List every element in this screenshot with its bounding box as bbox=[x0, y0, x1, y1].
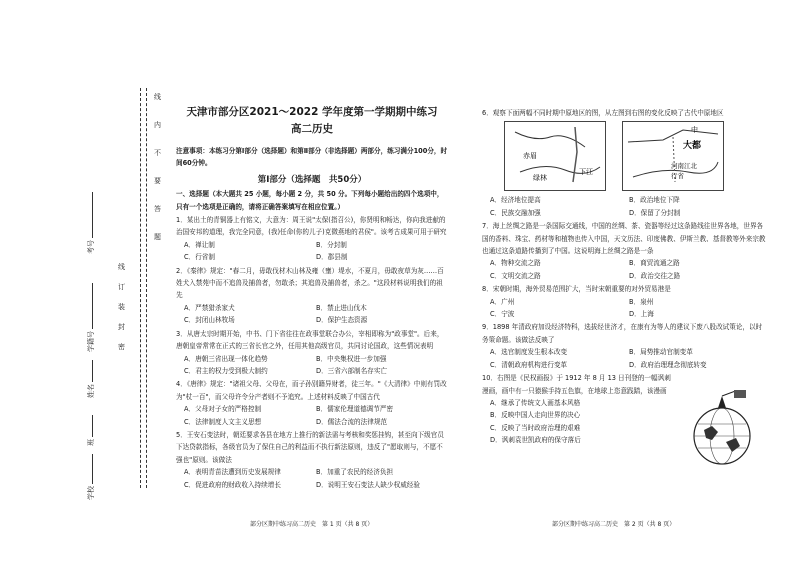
option-c[interactable]: C．清朝政府机构进行变革 bbox=[490, 360, 568, 369]
question-stem: 3．从唐太宗时期开始，中书、门下省往往在政事堂联合办公，宰相即称为"政事堂"。后来，唐朝皇帝常常在正式的三省长官之外，任用其他高级官员，共同讨论国政，这些情况表明 bbox=[176, 329, 444, 351]
question-stem: 2．《秦律》规定："春二月，毋敢伐材木山林及雍（壅）堤水，不夏月，毋敢夜草为灰……百姓犬入禁苑中而不追兽及捕兽者，勿敢杀；其追兽及捕兽者，杀之。"这段材料说明我们的祖先 bbox=[176, 266, 444, 300]
question-2 bbox=[176, 265, 448, 327]
option-d[interactable]: D．政府治理理念彻底转变 bbox=[629, 360, 707, 369]
option-b[interactable]: B．加重了农民的经济负担 bbox=[316, 468, 394, 477]
question-stem: 10．右图是《民权画报》于 1912 年 8 月 13 日刊登的一幅讽刺漫画，画中有一只猿猴手持五色旗，在地球上恣意践踏，该漫画 bbox=[482, 374, 671, 395]
option-d[interactable]: D．保护生态资源 bbox=[316, 316, 368, 325]
class-field[interactable] bbox=[86, 415, 96, 446]
student-id-field[interactable] bbox=[86, 192, 96, 254]
map-label: 大都 bbox=[683, 141, 702, 152]
option-a[interactable]: A．禅让制 bbox=[184, 240, 215, 249]
question-8 bbox=[482, 283, 768, 320]
option-b[interactable]: B．泉州 bbox=[629, 297, 654, 306]
option-d[interactable]: D．政治交往之路 bbox=[629, 271, 681, 280]
seat-id-field[interactable] bbox=[86, 283, 96, 352]
question-1 bbox=[176, 214, 448, 264]
seal-char: 答 bbox=[154, 205, 161, 213]
option-d[interactable]: D．上海 bbox=[629, 310, 654, 319]
option-c[interactable]: C．法律制度人文主义思想 bbox=[184, 417, 262, 426]
right-page bbox=[482, 106, 768, 447]
map-right-drawing bbox=[623, 122, 723, 190]
option-b[interactable]: B．中央集权进一步加强 bbox=[316, 354, 387, 363]
student-id-label: 考号 bbox=[87, 240, 95, 254]
cut-line-inner bbox=[146, 88, 147, 488]
option-a[interactable]: A．唐朝三省出现一体化趋势 bbox=[184, 354, 268, 363]
option-c[interactable]: C．民族交融加强 bbox=[490, 208, 541, 217]
question-stem: 6．观察下面两幅不同时期中原地区的图，从左图到右图的变化反映了古代中原地区 bbox=[482, 109, 724, 117]
question-stem: 8．宋朝时期，海外贸易范围扩大，当时宋朝重要的对外贸易港是 bbox=[482, 285, 671, 294]
cartoon-globe-illustration bbox=[682, 390, 762, 466]
option-a[interactable]: A．广州 bbox=[490, 297, 515, 306]
question-stem: 7．海上丝绸之路是一条国际交通线，中国的丝绸、茶、瓷器等经过这条路线往世界各地，世界各国的香料、珠宝、药材等和植物也传入中国，天文历法、印度佛教、伊斯兰教、基督教等外来宗教也通过这条道路传播到了中国。这说明海上丝绸之路是一条 bbox=[482, 222, 766, 256]
map-label: 下江 bbox=[579, 168, 593, 177]
seal-line-text-2 bbox=[118, 262, 128, 352]
question-3 bbox=[176, 328, 448, 378]
question-6 bbox=[482, 107, 768, 219]
option-d[interactable]: D．讽刺袁世凯政府的保守落后 bbox=[490, 436, 581, 445]
seal-char: 密 bbox=[118, 343, 125, 351]
option-d[interactable]: D．郡县制 bbox=[316, 253, 348, 262]
seal-char: 要 bbox=[154, 177, 161, 185]
option-a[interactable]: A．继承了传统文人画基本风格 bbox=[490, 398, 581, 407]
option-c[interactable]: C．行省制 bbox=[184, 253, 215, 262]
name-field[interactable] bbox=[86, 360, 96, 398]
seal-char: 封 bbox=[118, 323, 125, 331]
maps-row bbox=[482, 121, 768, 191]
question-stem: 9．1898 年清政府加设经济特科，选拔经世济才，在康有为等人的建议下废八股改试策论，以时务策命题。该做法反映了 bbox=[482, 323, 763, 344]
section-title: 第Ⅰ部分（选择题 共50分） bbox=[257, 174, 367, 185]
question-10 bbox=[482, 372, 768, 446]
option-b[interactable]: B．商贸流通之路 bbox=[629, 259, 680, 268]
exam-subtitle: 高二历史 bbox=[291, 123, 333, 135]
cut-line bbox=[140, 88, 141, 488]
seat-id-label: 学籍号 bbox=[87, 331, 95, 352]
exam-title: 天津市部分区2021～2022 学年度第一学期期中练习 bbox=[186, 106, 438, 118]
page-footer-left: 部分区期中练习高二历史 第 1 页（共 8 页） bbox=[250, 521, 374, 528]
option-c[interactable]: C．君主的权力受到极大制约 bbox=[184, 366, 268, 375]
school-label: 学校 bbox=[87, 486, 95, 500]
seal-line-text bbox=[154, 92, 164, 242]
map-label: 中 bbox=[691, 126, 698, 135]
option-c[interactable]: C．封闭山林牧场 bbox=[184, 316, 235, 325]
map-label: 绿林 bbox=[533, 174, 547, 183]
seal-char: 不 bbox=[154, 149, 161, 157]
question-9 bbox=[482, 321, 768, 371]
map-label: 河南江北 bbox=[671, 162, 697, 171]
option-c[interactable]: C．宁波 bbox=[490, 310, 515, 319]
seal-char: 内 bbox=[154, 121, 161, 129]
option-a[interactable]: A．表明青苗法遭到历史发展规律 bbox=[184, 468, 281, 477]
option-c[interactable]: C．反映了当时政府治理的艰难 bbox=[490, 423, 581, 432]
option-a[interactable]: A．严禁猎杀家犬 bbox=[184, 303, 235, 312]
option-c[interactable]: C．文明交流之路 bbox=[490, 271, 541, 280]
map-left-drawing bbox=[505, 122, 605, 190]
option-b[interactable]: B．儒家伦理道德调节严密 bbox=[316, 405, 394, 414]
question-stem: 1．某出土的青铜器上有铭文，大意为：周王说"太保(指召公)，你贤明和畅达，你向我进献的治国安邦的道理，我完全同意，(我)任命(你的儿子)克微燕地的君侯"。该考古成果可用于研究 bbox=[176, 216, 447, 237]
option-b[interactable]: B．禁止进山伐木 bbox=[316, 303, 367, 312]
map-label: 行省 bbox=[671, 172, 684, 181]
exam-note: 注意事项：本练习分第Ⅰ部分（选择题）和第Ⅱ部分（非选择题）两部分，练习满分100分，时间60分钟。 bbox=[176, 147, 448, 168]
option-b[interactable]: B．政治地位下降 bbox=[629, 196, 680, 205]
question-5 bbox=[176, 429, 448, 491]
name-label: 姓名 bbox=[87, 384, 95, 398]
option-b[interactable]: B．反映中国人走向世界的决心 bbox=[490, 411, 581, 420]
question-stem: 5．王安石变法时，朝廷要求各县在地方上推行的新法需与考核和奖惩挂钩，甚至向下级官员下达贷款指标，各级官员为了保住自己的利益而不执行新法原则，违反了"愿取则与，不愿不强也"原则。该做法 bbox=[176, 430, 444, 464]
option-d[interactable]: D．说明王安石变法人缺少权威经验 bbox=[316, 480, 420, 489]
option-d[interactable]: D．儒法合流的法律规范 bbox=[316, 417, 388, 426]
seal-char: 题 bbox=[154, 233, 161, 241]
option-d[interactable]: D．三省六部制名存实亡 bbox=[316, 366, 388, 375]
option-a[interactable]: A．选官制度发生根本改变 bbox=[490, 348, 568, 357]
map-right bbox=[622, 121, 724, 191]
map-label: 赤眉 bbox=[523, 152, 537, 161]
seal-char: 线 bbox=[154, 93, 161, 101]
binding-strip bbox=[0, 0, 170, 561]
question-7 bbox=[482, 220, 768, 282]
seal-char: 订 bbox=[118, 283, 125, 291]
option-b[interactable]: B．局势推动官制变革 bbox=[629, 348, 693, 357]
map-left bbox=[504, 121, 606, 191]
page-footer-right: 部分区期中练习高二历史 第 2 页（共 8 页） bbox=[552, 521, 676, 528]
class-label: 班 bbox=[87, 439, 95, 446]
question-stem: 4．《唐律》规定："诸祖父母、父母在，而子孙别籍异财者，徒三年。"《大清律》中则有罚改为"杖一百"，而父母许令分产者则不予追究。上述材料反映了中国古代 bbox=[176, 380, 447, 401]
school-field[interactable] bbox=[86, 454, 96, 500]
option-d[interactable]: D．保留了分封制 bbox=[629, 208, 681, 217]
instructions: 一、选择题（本大题共 25 小题，每小题 2 分，共 50 分。下列每小题给出的四个选项中，只有一个选项是正确的，请将正确答案填写在相应位置。） bbox=[176, 190, 444, 211]
option-a[interactable]: A．父母对子女的严格控制 bbox=[184, 405, 262, 414]
seal-char: 线 bbox=[118, 263, 125, 271]
option-a[interactable]: A．经济地位提高 bbox=[490, 196, 541, 205]
option-c[interactable]: C．促进政府的财政收入持续增长 bbox=[184, 480, 281, 489]
seal-char: 装 bbox=[118, 303, 125, 311]
option-b[interactable]: B．分封制 bbox=[316, 240, 347, 249]
left-page bbox=[176, 100, 448, 491]
option-a[interactable]: A．物种交流之路 bbox=[490, 259, 541, 268]
question-4 bbox=[176, 378, 448, 428]
